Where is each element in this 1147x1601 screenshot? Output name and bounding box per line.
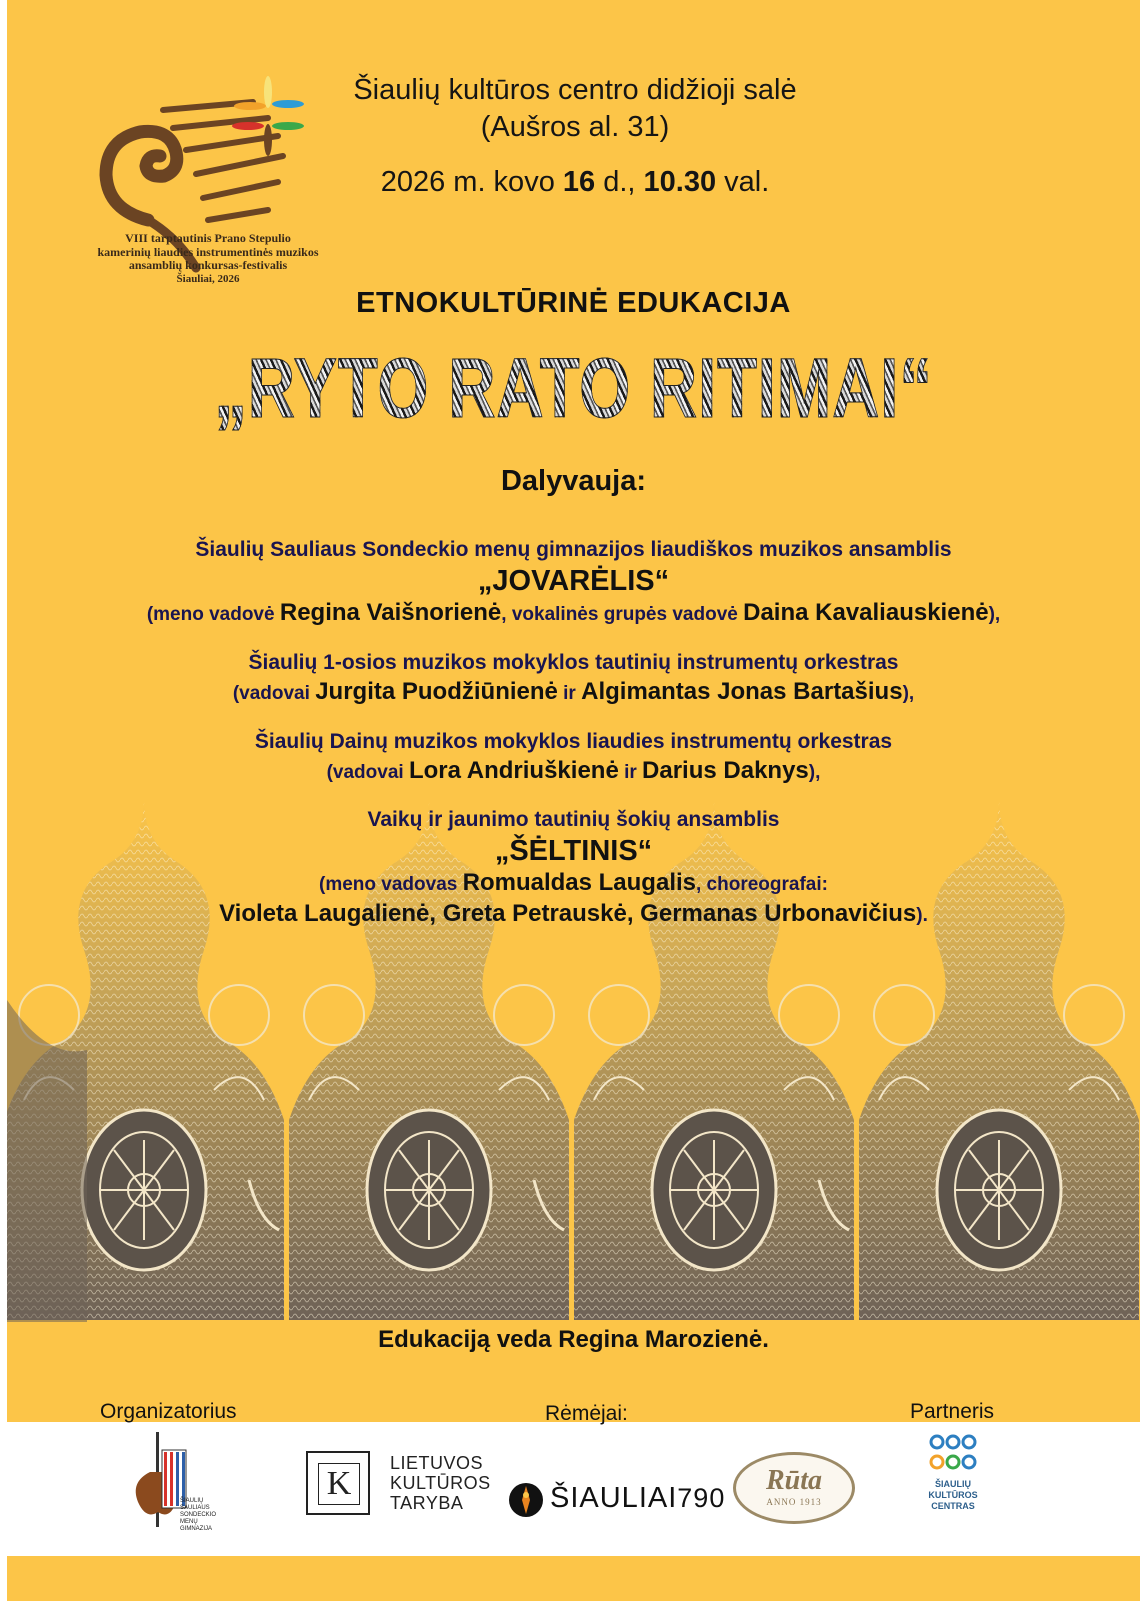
participant-4 bbox=[30, 805, 1117, 930]
participant-org: Šiaulių Dainų muzikos mokyklos liaudies instrumentų orkestras bbox=[254, 730, 893, 753]
school-logo-icon bbox=[128, 1432, 188, 1527]
choreographer-names: Violeta Laugalienė, Greta Petrauskė, Germanas Urbonavičius bbox=[219, 900, 917, 927]
ruta-logo bbox=[733, 1452, 855, 1524]
participant-leaders bbox=[30, 756, 1117, 787]
event-title: „RYTO RATO RITIMAI“ bbox=[126, 340, 1021, 437]
siauliai-790-logo bbox=[508, 1478, 726, 1522]
participant-leaders bbox=[30, 868, 1117, 899]
leader-name: Jurgita Puodžiūnienė bbox=[315, 678, 558, 705]
participant-org: Šiaulių 1-osios muzikos mokyklos tautinių instrumentų orkestras bbox=[248, 651, 899, 674]
text: ), bbox=[808, 762, 821, 783]
date-prefix: 2026 m. kovo bbox=[380, 166, 563, 198]
venue-name: Šiaulių kultūros centro didžioji salė bbox=[353, 74, 797, 106]
leader-name: Lora Andriuškienė bbox=[408, 757, 619, 784]
text: (meno vadovas bbox=[319, 874, 463, 895]
text: ), bbox=[902, 683, 915, 704]
skc-logo bbox=[918, 1432, 988, 1522]
leader-name: Romualdas Laugalis bbox=[462, 869, 696, 896]
lkt-logo bbox=[306, 1451, 496, 1521]
festival-logo-text bbox=[78, 232, 338, 286]
festival-logo-line: Šiauliai, 2026 bbox=[176, 272, 240, 285]
leader-name: Darius Daknys bbox=[642, 757, 809, 784]
lkt-line: LIETUVOS bbox=[390, 1453, 484, 1473]
festival-logo-line: VIII tarptautinis Prano Stepulio bbox=[125, 231, 291, 245]
text: (meno vadovė bbox=[146, 604, 280, 625]
participants-heading: Dalyvauja: bbox=[500, 465, 647, 497]
event-kicker: ETNOKULTŪRINĖ EDUKACIJA bbox=[356, 287, 791, 319]
text: , vokalinės grupės vadovė bbox=[501, 604, 744, 625]
participant-choreographers bbox=[30, 899, 1117, 930]
festival-logo-line: kamerinių liaudies instrumentinės muzikos bbox=[97, 244, 319, 259]
participant-3 bbox=[30, 727, 1117, 787]
sponsors-label: Rėmėjai: bbox=[545, 1402, 628, 1425]
skc-line: KULTŪROS bbox=[928, 1490, 978, 1500]
ruta-anno: ANNO 1913 bbox=[766, 1497, 822, 1507]
text: ). bbox=[916, 905, 928, 926]
lkt-logo-mark bbox=[306, 1451, 370, 1515]
participant-leaders bbox=[30, 598, 1117, 629]
participant-1 bbox=[30, 535, 1117, 629]
participant-leaders bbox=[30, 677, 1117, 708]
leader-name: Regina Vaišnorienė bbox=[279, 599, 502, 626]
participant-org: Vaikų ir jaunimo tautinių šokių ansamblis bbox=[367, 808, 780, 831]
date-day: 16 bbox=[562, 166, 596, 198]
event-time: 10.30 bbox=[643, 166, 717, 198]
text: ir bbox=[618, 762, 643, 783]
participant-org: Šiaulių Sauliaus Sondeckio menų gimnazijos liaudiškos muzikos ansamblis bbox=[195, 538, 952, 561]
lkt-line: TARYBA bbox=[390, 1493, 464, 1513]
leader-name: Algimantas Jonas Bartašius bbox=[581, 678, 903, 705]
leader-name: Daina Kavaliauskienė bbox=[743, 599, 989, 626]
organizer-label: Organizatorius bbox=[100, 1400, 237, 1423]
ruta-wordmark: Rūta bbox=[765, 1465, 823, 1496]
text: ), bbox=[988, 604, 1001, 625]
skc-circles-icon bbox=[928, 1432, 978, 1474]
skc-text bbox=[918, 1479, 988, 1512]
date-mid: d., bbox=[595, 166, 644, 198]
siauliai-number: 790 bbox=[677, 1483, 726, 1513]
event-datetime bbox=[315, 166, 835, 199]
bottom-band bbox=[7, 1556, 1140, 1601]
festival-logo-line: ansamblių konkursas-festivalis bbox=[128, 258, 288, 272]
lkt-line: KULTŪROS bbox=[390, 1473, 491, 1493]
text: (vadovai bbox=[232, 683, 316, 704]
skc-line: CENTRAS bbox=[931, 1501, 975, 1511]
led-by: Edukaciją veda Regina Marozienė. bbox=[378, 1326, 769, 1353]
school-logo bbox=[128, 1432, 228, 1532]
siauliai-sun-icon bbox=[508, 1482, 544, 1518]
text: , choreografai: bbox=[696, 874, 828, 895]
venue bbox=[315, 72, 835, 146]
siauliai-text bbox=[550, 1482, 725, 1515]
participant-ensemble: „JOVARĖLIS“ bbox=[477, 565, 670, 597]
festival-logo-scroll bbox=[106, 131, 177, 220]
lkt-logo-text bbox=[390, 1453, 491, 1513]
partner-label: Partneris bbox=[910, 1400, 995, 1423]
lkt-logo-letter: K bbox=[318, 1463, 360, 1505]
time-suffix: val. bbox=[716, 166, 770, 198]
participant-ensemble: „ŠĖLTINIS“ bbox=[494, 835, 653, 867]
school-logo-text: ŠIAULIŲ SAULIAUS SONDECKIO MENŲ GIMNAZIJA bbox=[180, 1498, 217, 1532]
siauliai-word: ŠIAULIAI bbox=[550, 1482, 678, 1514]
text: ir bbox=[557, 683, 582, 704]
participant-2 bbox=[30, 648, 1117, 708]
skc-line: ŠIAULIŲ bbox=[935, 1479, 971, 1489]
text: (vadovai bbox=[326, 762, 409, 783]
venue-address: (Aušros al. 31) bbox=[480, 111, 670, 143]
